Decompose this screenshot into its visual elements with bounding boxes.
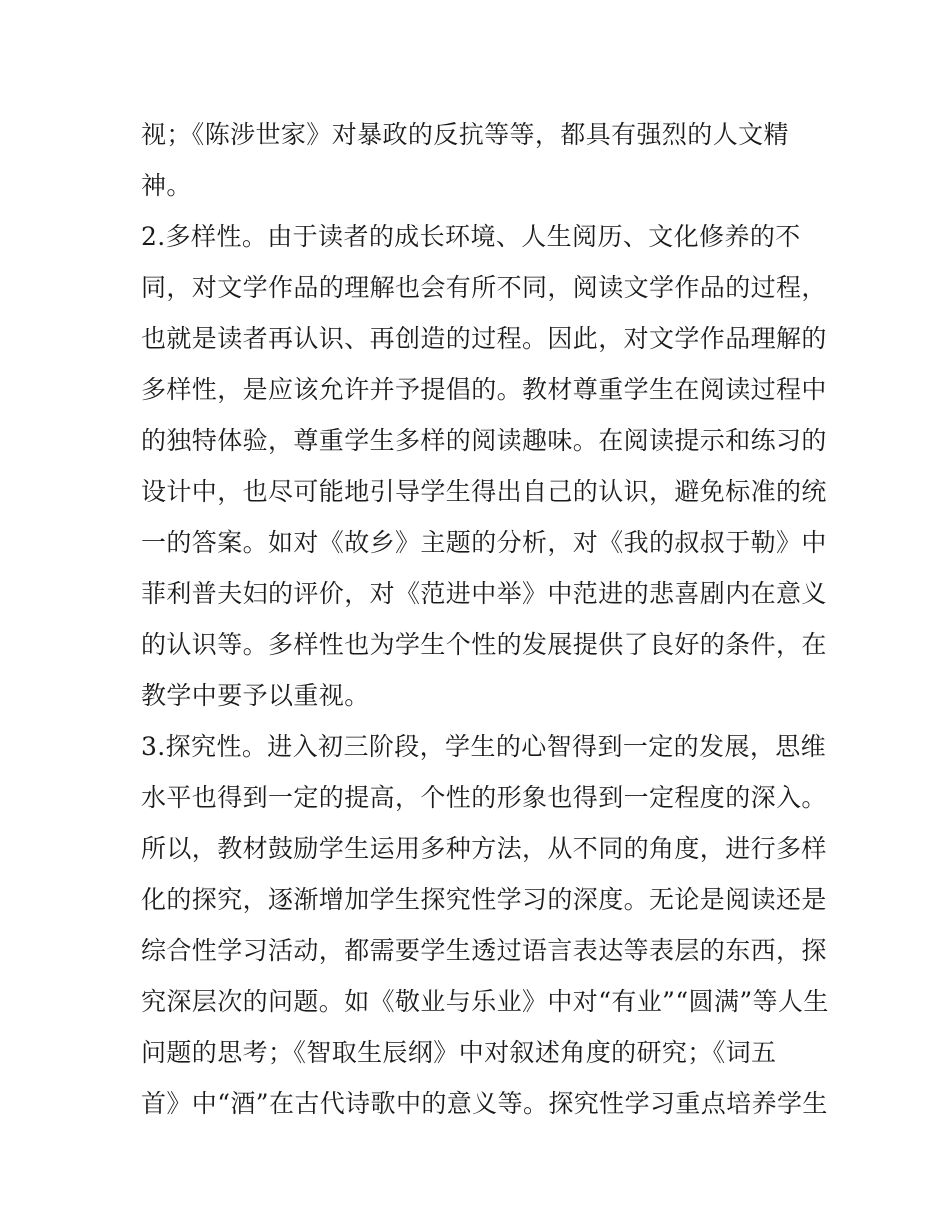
document-body	[141, 109, 829, 1129]
text-line: 3.探究性。进入初三阶段，学生的心智得到一定的发展，思维	[141, 732, 827, 761]
text-line: 综合性学习活动，都需要学生透过语言表达等表层的东西，探	[141, 936, 827, 965]
text-line: 同，对文学作品的理解也会有所不同，阅读文学作品的过程，	[141, 273, 827, 302]
text-line: 2.多样性。由于读者的成长环境、人生阅历、文化修养的不	[141, 222, 801, 251]
text-line: 水平也得到一定的提高，个性的形象也得到一定程度的深入。	[141, 783, 827, 812]
text-line: 化的探究，逐渐增加学生探究性学习的深度。无论是阅读还是	[141, 885, 827, 914]
text-line: 设计中，也尽可能地引导学生得出自己的认识，避免标准的统	[141, 477, 827, 506]
text-line: 神。	[141, 171, 192, 200]
text-line: 也就是读者再认识、再创造的过程。因此，对文学作品理解的	[141, 324, 827, 353]
text-line: 究深层次的问题。如《敬业与乐业》中对“有业”“圆满”等人生	[141, 987, 829, 1016]
text-line: 所以，教材鼓励学生运用多种方法，从不同的角度，进行多样	[141, 834, 827, 863]
text-line: 菲利普夫妇的评价，对《范进中举》中范进的悲喜剧内在意义	[141, 579, 827, 608]
text-line: 的独特体验，尊重学生多样的阅读趣味。在阅读提示和练习的	[141, 426, 827, 455]
text-line: 视；《陈涉世家》对暴政的反抗等等，都具有强烈的人文精	[141, 120, 789, 149]
text-line: 首》中“酒”在古代诗歌中的意义等。探究性学习重点培养学生	[141, 1089, 828, 1118]
text-line: 的认识等。多样性也为学生个性的发展提供了良好的条件，在	[141, 630, 827, 659]
text-line: 问题的思考；《智取生辰纲》中对叙述角度的研究；《词五	[141, 1038, 777, 1067]
text-line: 多样性，是应该允许并予提倡的。教材尊重学生在阅读过程中	[141, 375, 827, 404]
text-line: 教学中要予以重视。	[141, 681, 370, 710]
text-line: 一的答案。如对《故乡》主题的分析，对《我的叔叔于勒》中	[141, 528, 827, 557]
